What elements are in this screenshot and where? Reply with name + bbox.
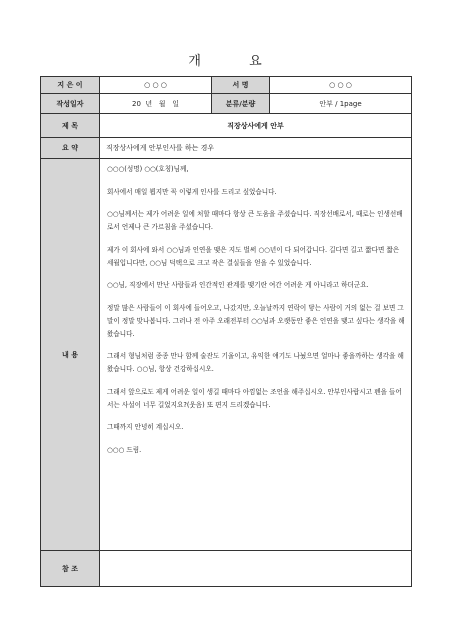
content-paragraph: ○○님께서는 제가 어려운 일에 처할 때마다 항상 큰 도움을 주셨습니다. 직장선배로서, 때로는 인생선배로서 언제나 큰 가르침을 주셨습니다. [107, 210, 403, 231]
summary-label: 요 약 [41, 138, 100, 159]
subject-label: 제 목 [41, 114, 100, 138]
summary-value: 직장상사에게 안부인사를 하는 경우 [100, 138, 412, 159]
content-body [100, 159, 412, 551]
content-paragraph: 그래서 형님처럼 종종 만나 함께 술잔도 기울이고, 유익한 얘기도 나눴으면 얼마나 좋을까하는 생각을 해왔습니다. ○○님, 항상 건강하십시오. [107, 352, 404, 373]
summary-table [40, 76, 412, 587]
reference-value [100, 551, 412, 587]
author-label: 지 은 이 [41, 77, 100, 94]
content-paragraph: ○○○ 드림. [107, 445, 142, 454]
content-paragraph: 제가 이 회사에 와서 ○○님과 인연을 맺은 지도 벌써 ○○년이 다 되어갑니다. 길다면 길고 짧다면 짧은 세월입니다만, ○○님 덕택으로 크고 작은 결실들을 얻을 수 있었습니다. [107, 245, 400, 267]
signature-label: 서 명 [212, 77, 270, 94]
content-paragraph: ○○님, 직장에서 만난 사람들과 인간적인 관계를 맺기란 여간 어려운 게 아니라고 하더군요. [107, 281, 369, 289]
content-label: 내 용 [41, 159, 100, 551]
date-value: 20 년 월 일 [100, 94, 212, 114]
category-label: 분류/분량 [212, 94, 270, 114]
subject-value: 직장상사에게 안부 [100, 114, 412, 138]
content-paragraph: 그때까지 안녕히 계십시오. [107, 423, 184, 431]
content-paragraph: 그래서 앞으로도 제게 어려운 일이 생길 때마다 아낌없는 조언을 해주십시오. 안부인사랍시고 펜을 들어서는 사설이 너무 길었지요?(웃음) 또 편지 드리겠습니다. [107, 387, 402, 409]
content-paragraph: 정말 많은 사람들이 이 회사에 들어오고, 나갔지만, 오늘날까지 연락이 닿는 사람이 거의 없는 걸 보면 그 말이 정말 맞나봅니다. 그러나 전 아주 오래전부터 ○○님과 오랫동안 좋은 인연을 맺고 싶다는 생각을 해왔습니다. [107, 303, 405, 338]
document-title: 개 요 [188, 54, 284, 69]
content-paragraph: ○○○(성명) ○○(호칭)님께, [107, 165, 189, 173]
category-value: 안부 / 1page [270, 94, 412, 114]
author-value: ○ ○ ○ [100, 77, 212, 94]
date-label: 작성일자 [41, 94, 100, 114]
reference-label: 참 조 [41, 551, 100, 587]
content-paragraph: 회사에서 매일 뵙지만 꼭 이렇게 인사를 드리고 싶었습니다. [107, 187, 277, 196]
signature-value: ○ ○ ○ [270, 77, 412, 94]
